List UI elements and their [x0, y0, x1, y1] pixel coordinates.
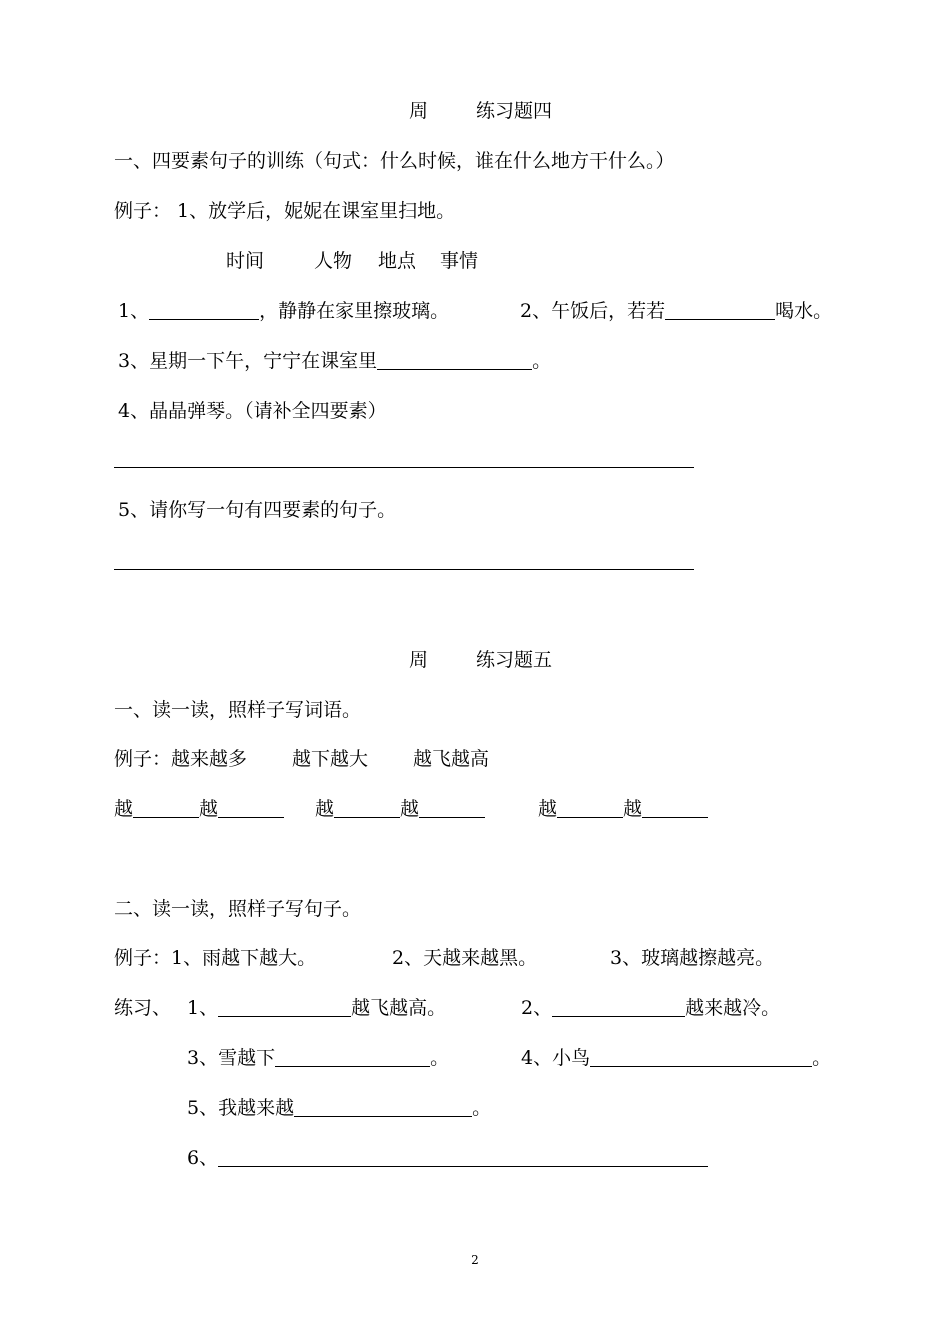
- item-5: 5、请你写一句有四要素的句子。: [118, 499, 397, 521]
- practice-6: [187, 1146, 708, 1170]
- practice-2: [521, 996, 780, 1020]
- page-number: 2: [471, 1253, 479, 1267]
- yue-char: 越: [199, 798, 219, 820]
- title-exercise-4: 练习题四: [476, 100, 553, 122]
- word-blank[interactable]: [642, 799, 708, 818]
- practice-4: [521, 1046, 831, 1070]
- title-exercise-5: 练习题五: [476, 649, 553, 671]
- q1-example: [114, 747, 489, 771]
- practice-3-prefix: 3、雪越下: [187, 1047, 276, 1069]
- q2-example: [114, 946, 316, 970]
- q1-example-3: 越飞越高: [413, 748, 490, 770]
- example-text: 1、放学后，妮妮在课室里扫地。: [177, 200, 456, 222]
- yue-char: 越: [400, 798, 420, 820]
- q1-heading-four-elements: 一、四要素句子的训练（句式：什么时候，谁在什么地方干什么。）: [114, 150, 675, 172]
- label-event: 事情: [440, 250, 479, 272]
- practice-5-suffix: 。: [472, 1097, 492, 1119]
- practice-2-suffix: 越来越冷。: [685, 997, 781, 1019]
- yue-char: 越: [623, 798, 643, 820]
- practice-1-suffix: 越飞越高。: [351, 997, 447, 1019]
- practice-1-prefix: 1、: [187, 997, 219, 1019]
- item-2-blank[interactable]: [665, 301, 775, 320]
- item-4-answer-line[interactable]: [114, 449, 694, 468]
- practice-1: [187, 996, 446, 1020]
- word-blank[interactable]: [334, 799, 400, 818]
- q2-heading-sentences: 二、读一读，照样子写句子。: [114, 898, 362, 920]
- practice-label: 练习、: [114, 997, 172, 1019]
- item-1-prefix: 1、: [118, 300, 150, 322]
- example-line: [114, 199, 455, 223]
- q1-blanks-group-3: [538, 797, 708, 821]
- practice-4-suffix: 。: [812, 1047, 832, 1069]
- example-prefix: 例子：: [114, 200, 172, 222]
- label-time: 时间: [226, 250, 265, 272]
- practice-2-prefix: 2、: [521, 997, 553, 1019]
- word-blank[interactable]: [419, 799, 485, 818]
- item-3-prefix: 3、星期一下午，宁宁在课室里: [118, 350, 378, 372]
- example-labels: [226, 249, 478, 273]
- item-2-prefix: 2、午饭后，若若: [520, 300, 666, 322]
- yue-char: 越: [538, 798, 558, 820]
- q2-example-2-line: 2、天越来越黑。: [392, 947, 538, 969]
- word-blank[interactable]: [218, 799, 284, 818]
- item-1: [118, 299, 449, 323]
- word-blank[interactable]: [557, 799, 623, 818]
- q1-example-2: 越下越大: [292, 748, 369, 770]
- item-5-answer-line[interactable]: [114, 551, 694, 570]
- practice-2-blank[interactable]: [552, 998, 685, 1017]
- q2-example-1: 1、雨越下越大。: [171, 947, 317, 969]
- q1-blanks-group-2: [315, 797, 485, 821]
- item-3-blank[interactable]: [377, 351, 532, 370]
- practice-1-blank[interactable]: [218, 998, 351, 1017]
- item-4: 4、晶晶弹琴。（请补全四要素）: [118, 400, 387, 422]
- practice-3-suffix: 。: [430, 1047, 450, 1069]
- title-week-5: 周: [409, 649, 429, 671]
- label-person: 人物: [314, 250, 353, 272]
- practice-4-prefix: 4、小鸟: [521, 1047, 591, 1069]
- q1-example-1: 例子：越来越多: [114, 748, 248, 770]
- item-1-suffix: ，静静在家里擦玻璃。: [259, 300, 450, 322]
- q2-example-prefix: 例子：: [114, 947, 172, 969]
- practice-5-blank[interactable]: [294, 1098, 472, 1117]
- practice-5-prefix: 5、我越来越: [187, 1097, 295, 1119]
- yue-char: 越: [114, 798, 134, 820]
- item-1-blank[interactable]: [149, 301, 259, 320]
- q2-example-3-line: 3、玻璃越擦越亮。: [610, 947, 775, 969]
- word-blank[interactable]: [133, 799, 199, 818]
- practice-4-blank[interactable]: [590, 1048, 812, 1067]
- q1-heading-words: 一、读一读，照样子写词语。: [114, 699, 362, 721]
- label-place: 地点: [378, 250, 417, 272]
- title-week-4: 周: [409, 100, 429, 122]
- yue-char: 越: [315, 798, 335, 820]
- practice-6-prefix: 6、: [187, 1147, 219, 1169]
- practice-6-blank[interactable]: [218, 1148, 708, 1167]
- item-2: [520, 299, 832, 323]
- item-3: [118, 349, 551, 373]
- item-3-suffix: 。: [532, 350, 552, 372]
- practice-3: [187, 1046, 449, 1070]
- practice-3-blank[interactable]: [275, 1048, 430, 1067]
- practice-5: [187, 1096, 491, 1120]
- q1-blanks-group-1: [114, 797, 284, 821]
- item-2-suffix: 喝水。: [775, 300, 833, 322]
